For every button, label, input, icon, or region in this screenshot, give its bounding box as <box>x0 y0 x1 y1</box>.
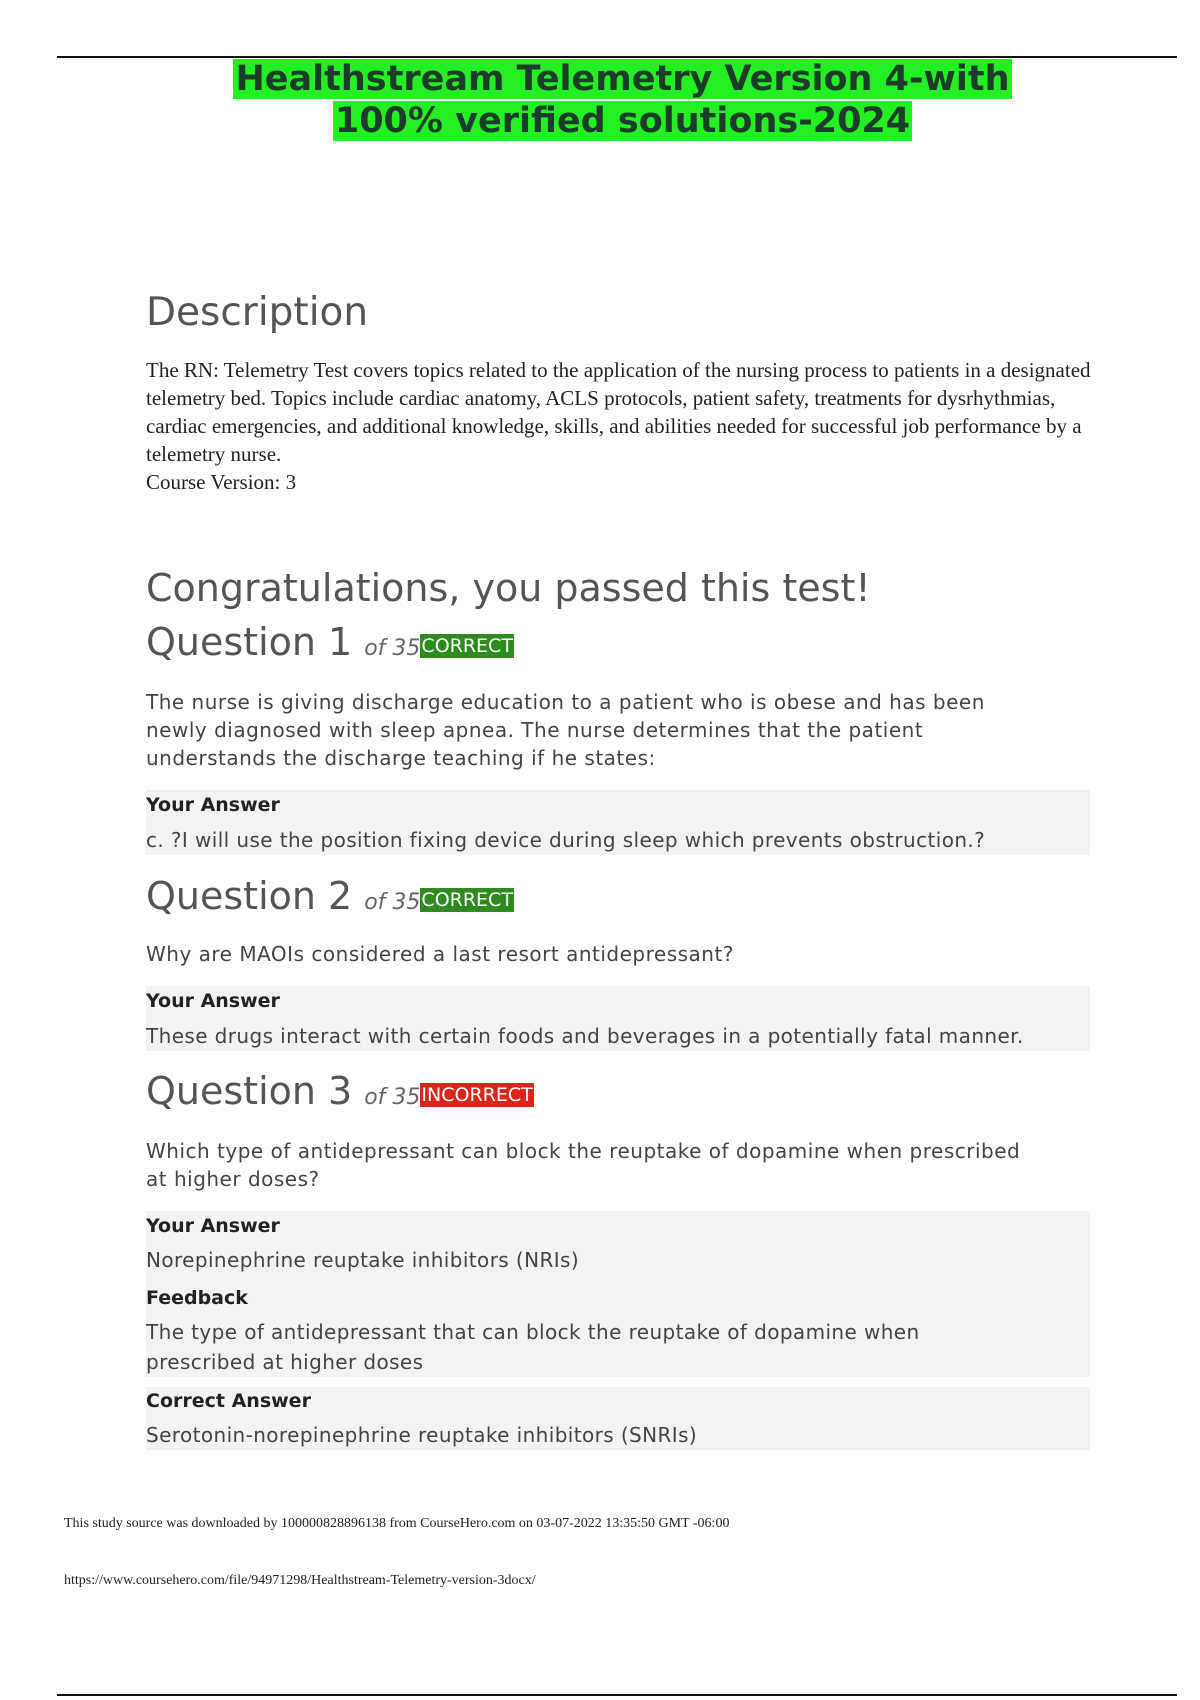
title-line-1: Healthstream Telemetry Version 4-with <box>235 59 1010 99</box>
footer-url[interactable]: https://www.coursehero.com/file/94971298/Healthstream-Telemetry-version-3docx/ <box>64 1573 536 1588</box>
question-1-of: of 35 <box>364 636 421 661</box>
question-1-label: Question 1 <box>146 620 353 664</box>
question-3-feedback: The type of antidepressant that can block the reuptake of dopamine when prescribed at higher doses <box>146 1320 920 1374</box>
question-3-status-badge: INCORRECT <box>421 1084 533 1106</box>
question-3-answer-box <box>146 1211 1090 1377</box>
question-1-status-badge: CORRECT <box>421 635 513 657</box>
question-2-of: of 35 <box>364 890 421 915</box>
question-2-answer-box <box>146 986 1090 1051</box>
your-answer-label: Your Answer <box>146 1215 280 1237</box>
question-3-label: Question 3 <box>146 1069 353 1113</box>
course-version: Course Version: 3 <box>146 470 297 494</box>
question-2-text: Why are MAOIs considered a last resort antidepressant? <box>146 942 734 966</box>
question-3-of: of 35 <box>364 1085 421 1110</box>
question-1-heading <box>146 620 514 664</box>
question-2-status-badge: CORRECT <box>421 889 513 911</box>
footer-source: This study source was downloaded by 100000828896138 from CourseHero.com on 03-07-2022 13:35:50 GMT -06:00 <box>64 1516 730 1531</box>
document-title <box>0 58 1200 142</box>
question-1-text: The nurse is giving discharge education to a patient who is obese and has been newly diagnosed with sleep apnea. The nurse determines that the patient understands the discharge teaching if he states: <box>146 690 985 770</box>
congrats-heading: Congratulations, you passed this test! <box>146 566 871 610</box>
question-3-your-answer: Norepinephrine reuptake inhibitors (NRIs) <box>146 1248 580 1272</box>
your-answer-label: Your Answer <box>146 990 280 1012</box>
question-2-label: Question 2 <box>146 874 353 918</box>
description-heading: Description <box>146 290 369 335</box>
question-3-correct-answer-box <box>146 1387 1090 1450</box>
question-2-heading <box>146 874 514 918</box>
bottom-rule <box>57 1694 1177 1696</box>
question-2-your-answer: These drugs interact with certain foods and beverages in a potentially fatal manner. <box>146 1024 1024 1048</box>
feedback-label: Feedback <box>146 1287 248 1309</box>
your-answer-label: Your Answer <box>146 794 280 816</box>
correct-answer-label: Correct Answer <box>146 1390 311 1412</box>
description-text: The RN: Telemetry Test covers topics related to the application of the nursing process to patients in a designated telemetry bed. Topics include cardiac anatomy, ACLS protocols, patient safety, treatments for dysrhythmias, cardiac emergencies, and additional knowledge, skills, and abilities needed for successful job performance by a telemetry nurse. <box>146 358 1091 466</box>
title-line-2: 100% verified solutions-2024 <box>334 101 911 141</box>
question-3-correct-answer: Serotonin-norepinephrine reuptake inhibitors (SNRIs) <box>146 1423 698 1447</box>
description-body <box>146 356 1096 496</box>
question-3-text: Which type of antidepressant can block the reuptake of dopamine when prescribed at higher doses? <box>146 1139 1021 1191</box>
question-3-heading <box>146 1069 534 1113</box>
question-1-your-answer: c. ?I will use the position fixing device during sleep which prevents obstruction.? <box>146 828 986 852</box>
question-1-answer-box <box>146 790 1090 855</box>
